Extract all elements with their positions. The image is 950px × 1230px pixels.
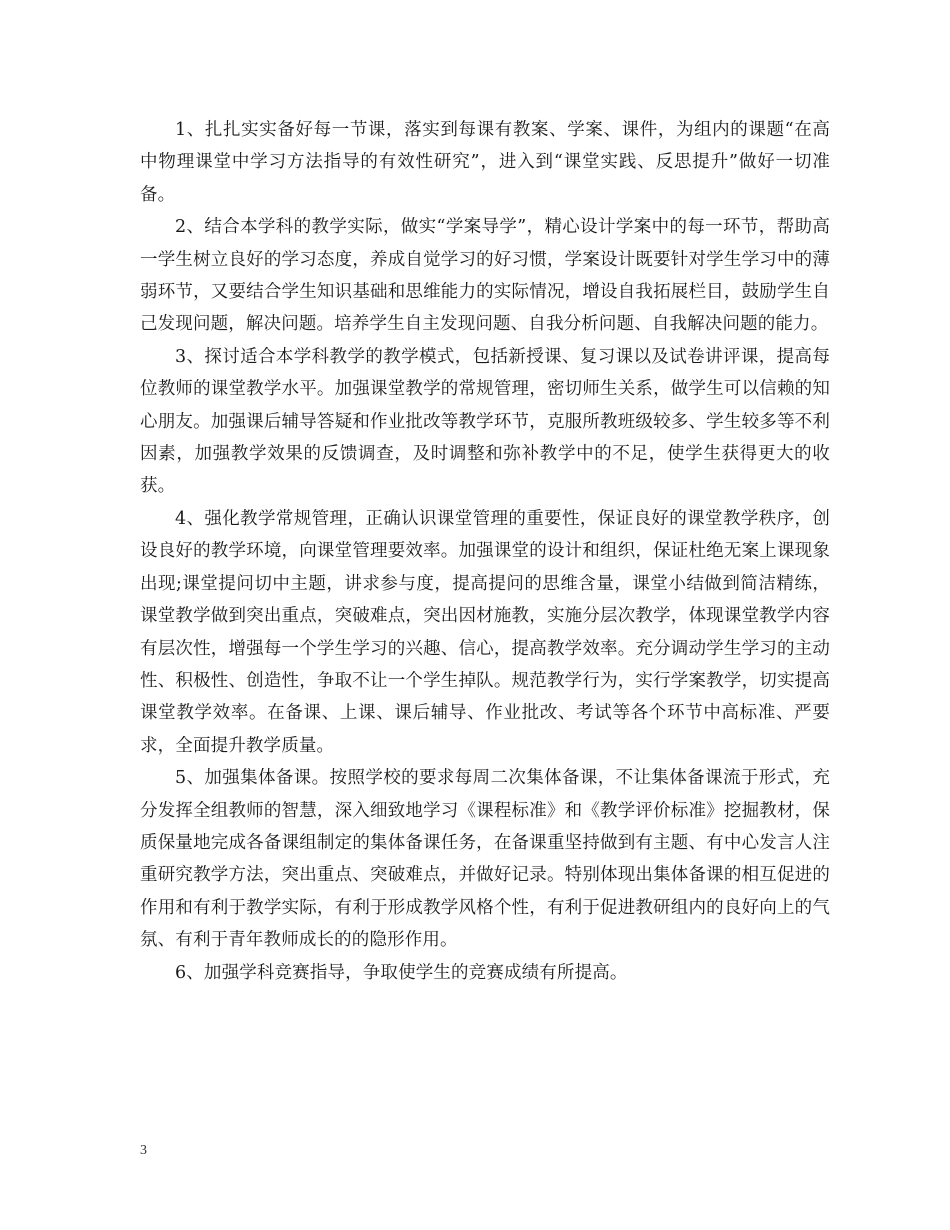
paragraph-1: 1、扎扎实实备好每一节课，落实到每课有教案、学案、课件，为组内的课题“在高中物理课堂中学习方法指导的有效性研究”，进入到“课堂实践、反思提升”做好一切准备。 xyxy=(140,120,830,205)
document-body xyxy=(140,114,830,989)
paragraph-3: 3、探讨适合本学科教学的教学模式，包括新授课、复习课以及试卷讲评课，提高每位教师的课堂教学水平。加强课堂教学的常规管理，密切师生关系，做学生可以信赖的知心朋友。加强课后辅导答疑和作业批改等教学环节，克服所教班级较多、学生较多等不利因素，加强教学效果的反馈调查，及时调整和弥补教学中的不足，使学生获得更大的收获。 xyxy=(140,346,830,497)
page-number: 3 xyxy=(140,1143,147,1158)
paragraph-4: 4、强化教学常规管理，正确认识课堂管理的重要性，保证良好的课堂教学秩序，创设良好的教学环境，向课堂管理要效率。加强课堂的设计和组织，保证杜绝无案上课现象出现;课堂提问切中主题，讲求参与度，提高提问的思维含量，课堂小结做到简洁精练，课堂教学做到突出重点，突破难点，突出因材施教，实施分层次教学，体现课堂教学内容有层次性，增强每一个学生学习的兴趣、信心，提高教学效率。充分调动学生学习的主动性、积极性、创造性，争取不让一个学生掉队。规范教学行为，实行学案教学，切实提高课堂教学效率。在备课、上课、课后辅导、作业批改、考试等各个环节中高标准、严要求，全面提升教学质量。 xyxy=(140,508,830,756)
paragraph-5: 5、加强集体备课。按照学校的要求每周二次集体备课，不让集体备课流于形式，充分发挥全组教师的智慧，深入细致地学习《课程标准》和《教学评价标准》挖掘教材，保质保量地完成各备课组制定的集体备课任务，在备课重坚持做到有主题、有中心发言人注重研究教学方法，突出重点、突破难点，并做好记录。特别体现出集体备课的相互促进的作用和有利于教学实际，有利于形成教学风格个性，有利于促进教研组内的良好向上的气氛、有利于青年教师成长的的隐形作用。 xyxy=(140,768,830,951)
paragraph-2: 2、结合本学科的教学实际，做实“学案导学”，精心设计学案中的每一环节，帮助高一学生树立良好的学习态度，养成自觉学习的好习惯，学案设计既要针对学生学习中的薄弱环节，又要结合学生知识基础和思维能力的实际情况，增设自我拓展栏目，鼓励学生自己发现问题，解决问题。培养学生自主发现问题、自我分析问题、自我解决问题的能力。 xyxy=(140,217,830,335)
paragraph-6: 6、加强学科竞赛指导，争取使学生的竞赛成绩有所提高。 xyxy=(175,962,628,983)
